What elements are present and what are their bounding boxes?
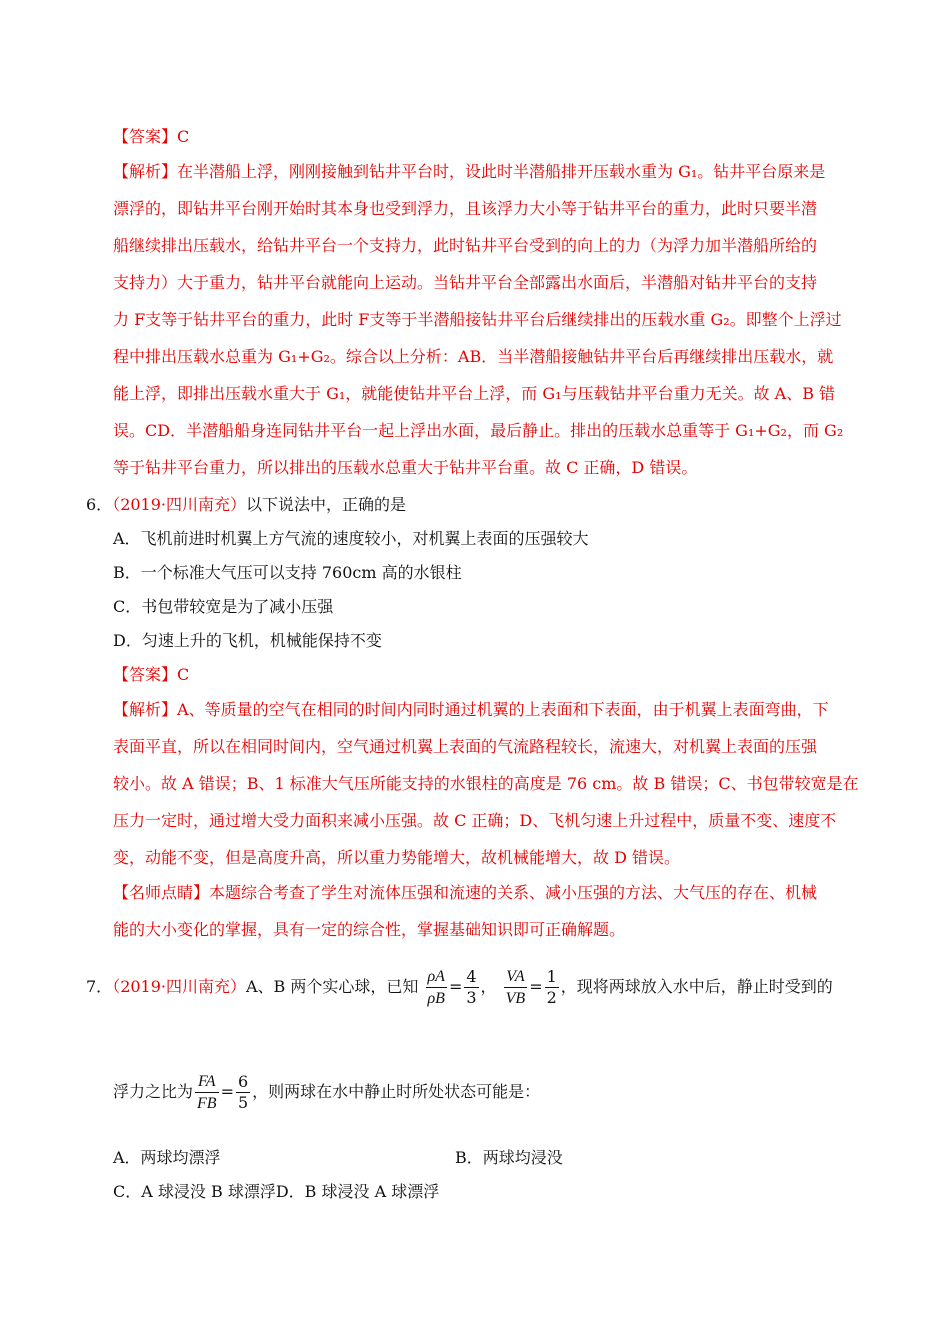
- q6-answer: [113, 665, 189, 685]
- question-source: （2019·四川南充）: [112, 495, 246, 514]
- q5-analysis-line-9: 等于钻井平台重力，所以排出的压载水总重大于钻井平台重。故 C 正确，D 错误。: [113, 458, 698, 477]
- q5-analysis-line-8: 误。CD．半潜船船身连同钻井平台一起上浮出水面，最后静止。排出的压载水总重等于 G₁+G₂，而 G₂: [113, 421, 844, 440]
- rho-ratio-value: $\frac{4}{3}$: [466, 967, 477, 1007]
- question-source: （2019·四川南充）: [112, 977, 246, 996]
- buoyancy-ratio-value: $\frac{6}{5}$: [237, 1072, 249, 1112]
- question-stem: 以下说法中，正确的是: [246, 495, 407, 514]
- volume-ratio-fraction: $\frac{VA}{VB}$: [505, 968, 526, 1007]
- teacher-tag: 【名师点睛】: [113, 883, 210, 902]
- volume-ratio-value: $\frac{1}{2}$: [546, 967, 557, 1007]
- q5-analysis-line-4: 支持力）大于重力，钻井平台就能向上运动。当钻井平台全部露出水面后，半潜船对钻井平台的支持: [113, 273, 818, 292]
- q5-analysis-line-7: 能上浮，即排出压载水重大于 G₁，就能使钻井平台上浮，而 G₁与压载钻井平台重力无关。故 A、B 错: [113, 384, 836, 403]
- q6-analysis-line-4: 压力一定时，通过增大受力面积来减小压强。故 C 正确；D、飞机匀速上升过程中，质量不变、速度不: [113, 811, 837, 830]
- q6-option-d: D．匀速上升的飞机，机械能保持不变: [113, 631, 382, 650]
- q7-stem-line-1: 7．（2019·四川南充）A、B 两个实心球，已知 $\frac{\rho A}{\rho B}$ = $\frac{4}{3}$ ， $\frac{VA}{VB}$ = $\frac{1}{2}$ ，现将两球放入水中后，静止时受到的: [86, 967, 833, 1007]
- q5-analysis-line-5: 力 F支等于钻井平台的重力，此时 F支等于半潜船接钻井平台后继续排出的压载水重 G₂。即整个上浮过: [113, 310, 842, 329]
- q6-analysis-line-3: 较小。故 A 错误；B、1 标准大气压所能支持的水银柱的高度是 76 cm。故 B 错误；C、书包带较宽是在: [113, 774, 859, 793]
- analysis-tag: 【解析】: [113, 162, 178, 181]
- q6-option-a: A．飞机前进时机翼上方气流的速度较小，对机翼上表面的压强较大: [113, 529, 589, 548]
- q7-stem-line-2: 浮力之比为 $\frac{FA}{FB}$ = $\frac{6}{5}$ ，则两球在水中静止时所处状态可能是：: [113, 1072, 541, 1112]
- q6-analysis-line-5: 变，动能不变，但是高度升高，所以重力势能增大，故机械能增大，故 D 错误。: [113, 848, 681, 867]
- answer-value: C: [177, 665, 190, 684]
- q6-analysis-line-1: 【解析】A、等质量的空气在相同的时间内同时通过机翼的上表面和下表面，由于机翼上表面弯曲，下: [113, 700, 829, 719]
- q6-option-b: B．一个标准大气压可以支持 760cm 高的水银柱: [113, 563, 462, 582]
- answer-tag: 【答案】: [113, 127, 178, 146]
- q6-teacher-note-line-2: 能的大小变化的掌握，具有一定的综合性，掌握基础知识即可正确解题。: [113, 920, 626, 939]
- q5-answer: [113, 127, 189, 147]
- question-number: 6．: [86, 495, 113, 514]
- rho-ratio-fraction: $\frac{\rho A}{\rho B}$: [427, 968, 445, 1007]
- q6-option-c: C．书包带较宽是为了减小压强: [113, 597, 334, 616]
- q6-teacher-note-line-1: 【名师点睛】本题综合考查了学生对流体压强和流速的关系、减小压强的方法、大气压的存在、机械: [113, 883, 818, 902]
- answer-value: C: [177, 127, 190, 146]
- q5-analysis-line-1: 【解析】在半潜船上浮，刚刚接触到钻井平台时，设此时半潜船排开压载水重为 G₁。钻井平台原来是: [113, 162, 826, 181]
- q5-analysis-line-6: 程中排出压载水总重为 G₁+G₂。综合以上分析：AB．当半潜船接触钻井平台后再继续排出压载水，就: [113, 347, 834, 366]
- q5-analysis-line-2: 漂浮的，即钻井平台刚开始时其本身也受到浮力，且该浮力大小等于钻井平台的重力，此时只要半潜: [113, 199, 818, 218]
- question-number: 7．: [86, 977, 113, 996]
- answer-tag: 【答案】: [113, 665, 178, 684]
- q7-option-a: A．两球均漂浮: [113, 1148, 221, 1167]
- buoyancy-ratio-fraction: $\frac{FA}{FB}$: [197, 1073, 217, 1112]
- q7-option-b: B．两球均浸没: [455, 1148, 563, 1167]
- q6-stem: [86, 495, 406, 515]
- q7-option-c-d: C．A 球浸没 B 球漂浮D．B 球浸没 A 球漂浮: [113, 1182, 440, 1201]
- q6-analysis-line-2: 表面平直，所以在相同时间内，空气通过机翼上表面的气流路程较长，流速大，对机翼上表面的压强: [113, 737, 818, 756]
- analysis-tag: 【解析】: [113, 700, 178, 719]
- q5-analysis-line-3: 船继续排出压载水，给钻井平台一个支持力，此时钻井平台受到的向上的力（为浮力加半潜船所给的: [113, 236, 818, 255]
